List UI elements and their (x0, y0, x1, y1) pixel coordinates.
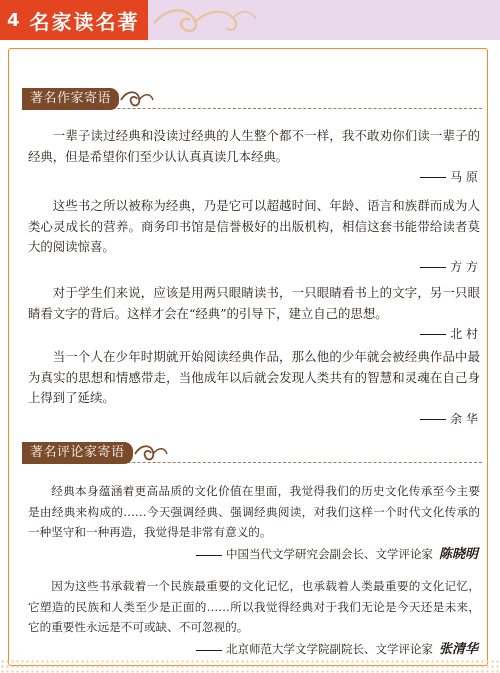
dot-pattern (0, 659, 500, 673)
section-title: 著名评论家寄语 (22, 442, 133, 464)
quote-author: 北 村 (420, 325, 478, 342)
quote-text: 这些书之所以被称为经典，乃是它可以超越时间、年龄、语言和族群而成为人类心灵成长的营养。商务印书馆是信誉极好的出版机构，相信这套书能带给读者莫大的阅读惊喜。 (28, 198, 480, 254)
section-title: 著名作家寄语 (22, 88, 119, 110)
scroll-ornament-icon (133, 442, 169, 464)
chapter-number: 4 (7, 9, 20, 31)
scroll-ornament-icon (119, 88, 155, 110)
quote-author: 马 原 (420, 168, 478, 185)
swirl-ornament-icon (150, 3, 260, 37)
quote-author: 方 方 (420, 258, 478, 275)
quote-text: 当一个人在少年时期就开始阅读经典作品，那么他的少年就会被经典作品中最为真实的思想和情感带走，当他成年以后就会发现人类共有的智慧和灵魂在自己身上得到了延续。 (28, 349, 480, 405)
chapter-title: 名家读名著 (29, 9, 140, 34)
quote-text: 一辈子读过经典和没读过经典的人生整个都不一样，我不敢劝你们读一辈子的经典，但是希望你们至少认认真真读几本经典。 (28, 128, 480, 164)
quote-author: 北京师范大学文学院副院长、文学评论家 张清华 (196, 638, 478, 657)
chapter-tab (0, 0, 148, 40)
quote-text: 经典本身蕴涵着更高品质的文化价值在里面，我觉得我们的历史文化传承至今主要是由经典来构成的……今天强调经典、强调经典阅读，对我们这样一个时代文化传承的一种坚守和一种再造，我觉得是非常有意义的。 (28, 484, 480, 539)
section-header-writers (22, 88, 155, 110)
quote-author: 中国当代文学研究会副会长、文学评论家 陈晓明 (196, 543, 478, 562)
signature: 陈晓明 (438, 547, 478, 562)
quote-text: 因为这些书承载着一个民族最重要的文化记忆，也承载着人类最重要的文化记忆，它塑造的民族和人类至少是正面的……所以我觉得经典对于我们无论是今天还是未来，它的重要性永远是不可或缺、不可忽视的。 (28, 579, 480, 634)
section-header-critics (22, 442, 169, 464)
signature: 张清华 (438, 642, 478, 657)
quote-text: 对于学生们来说，应该是用两只眼睛读书，一只眼睛看书上的文字，另一只眼睛看文字的背后。这样才会在“经典”的引导下，建立自己的思想。 (28, 285, 480, 321)
quote-author: 余 华 (420, 410, 478, 427)
